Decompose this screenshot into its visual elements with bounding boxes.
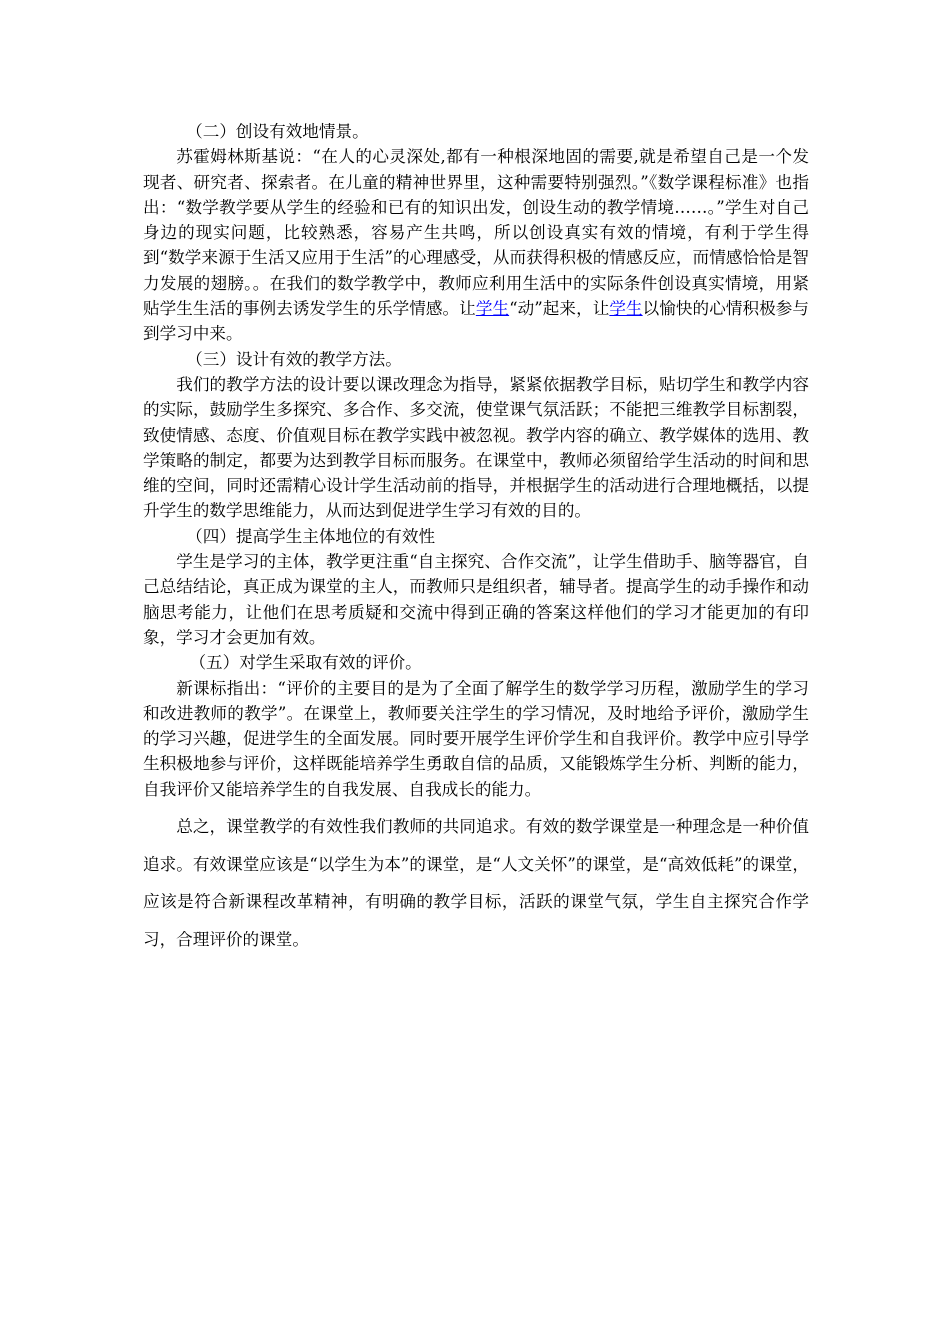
- paragraph-student-role: 学生是学习的主体，教学更注重“自主探究、合作交流”，让学生借助手、脑等器官，自己总结结论，真正成为课堂的主人，而教师只是组织者，辅导者。提高学生的动手操作和动脑思考能力，让他们在思考质疑和交流中得到正确的答案这样他们的学习才能更加的有印象，学习才会更加有效。: [143, 552, 809, 647]
- section-heading-5: （五）对学生采取有效的评价。: [189, 653, 422, 673]
- link-student-2[interactable]: 学生: [609, 299, 643, 319]
- section-heading-4: （四）提高学生主体地位的有效性: [186, 526, 436, 546]
- document-page: [143, 119, 809, 958]
- paragraph-conclusion: 总之，课堂教学的有效性我们教师的共同追求。有效的数学课堂是一种理念是一种价值追求。有效课堂应该是“以学生为本”的课堂，是“人文关怀”的课堂，是“高效低耗”的课堂，应该是符合新课程改革精神，有明确的教学目标，活跃的课堂气氛，学生自主探究合作学习，合理评价的课堂。: [143, 817, 809, 949]
- paragraph-methods: 我们的教学方法的设计要以课改理念为指导，紧紧依据教学目标，贴切学生和教学内容的实际，鼓励学生多探究、多合作、多交流，使堂课气氛活跃；不能把三维教学目标割裂，致使情感、态度、价值观目标在教学实践中被忽视。教学内容的确立、教学媒体的选用、教学策略的制定，都要为达到教学目标而服务。在课堂中，教师必须留给学生活动的时间和思维的空间，同时还需精心设计学生活动前的指导，并根据学生的活动进行合理地概括，以提升学生的数学思维能力，从而达到促进学生学习有效的目的。: [143, 374, 809, 521]
- section-heading-3: （三）设计有效的教学方法。: [186, 349, 402, 369]
- link-student-1[interactable]: 学生: [475, 299, 510, 319]
- section-heading-2: （二）创设有效地情景。: [186, 122, 369, 141]
- paragraph-situations: [143, 144, 809, 346]
- paragraph-situations-text: 苏霍姆林斯基说：“在人的心灵深处,都有一种根深地固的需要,就是希望自己是一个发现者、研究者、探索者。在儿童的精神世界里，这种需要特别强烈。”《数学课程标准》也指出：“数学教学要从学生的经验和已有的知识出发，创设生动的教学情境……。”学生对自己身边的现实问题，比较熟悉，容易产生共鸣，所以创设真实有效的情境，有利于学生得到“数学来源于生活又应用于生活”的心理感受，从而获得积极的情感反应，而情感恰恰是智力发展的翅膀。。在我们的数学教学中，教师应利用生活中的实际条件创设真实情境，用紧贴学生生活的事例去诱发学生的乐学情感。让: [143, 147, 809, 319]
- paragraph-situations-text-middle: “动”起来，让: [509, 299, 610, 319]
- paragraph-evaluation: 新课标指出：“评价的主要目的是为了全面了解学生的数学学习历程，激励学生的学习和改进教师的教学”。在课堂上，教师要关注学生的学习情况，及时地给予评价，激励学生的学习兴趣，促进学生的全面发展。同时要开展学生评价学生和自我评价。教学中应引导学生积极地参与评价，这样既能培养学生勇敢自信的品质，又能锻炼学生分析、判断的能力，自我评价又能培养学生的自我发展、自我成长的能力。: [143, 678, 809, 799]
- paragraph-situations-text-end: 以愉快的心情积极参与到学习中来。: [143, 299, 809, 344]
